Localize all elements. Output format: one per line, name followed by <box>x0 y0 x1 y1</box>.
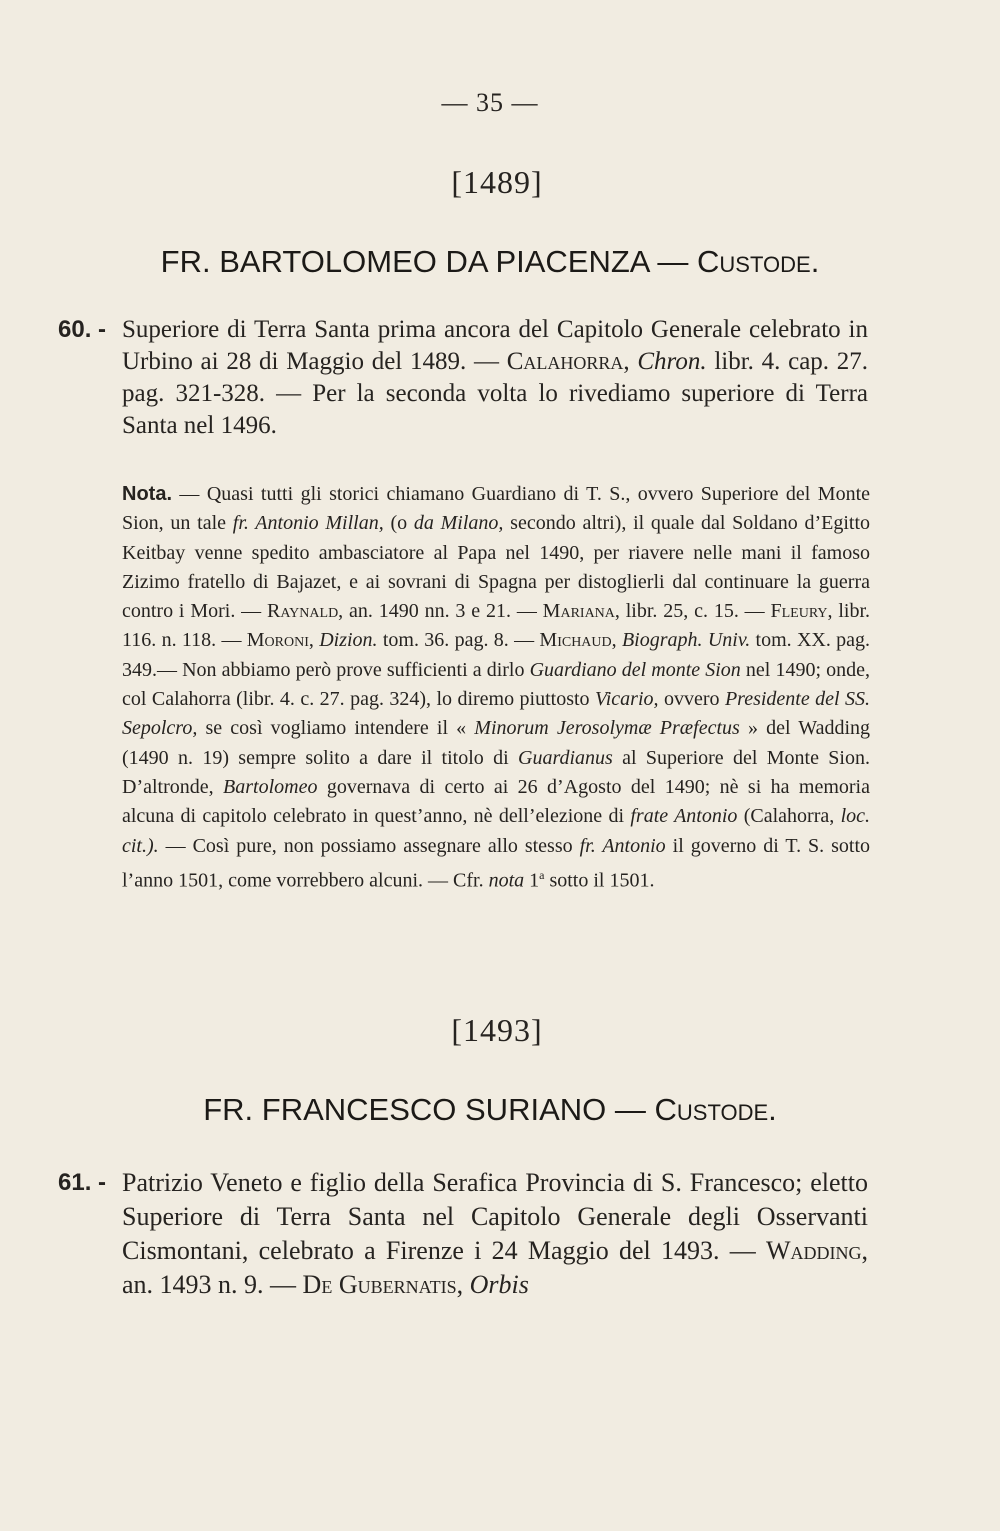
nota-text: secondo altri), il quale dal Soldano d’Egitto Keitbay venne spedito ambasciatore al Papa nel 1490, per riavere nelle mani il famoso Zizimo fratello di Bajazet, e ai sovrani di Spagna per distoglierli dal continuare la guerra contro i Mori. — <box>122 512 871 623</box>
heading-role: Custode. <box>654 1092 777 1127</box>
author-name: Calahorra <box>506 348 624 375</box>
nota-italic: Minorum Jerosolymæ Præfectus <box>474 717 740 740</box>
nota-italic: Bartolomeo <box>223 775 318 798</box>
nota-italic: Presidente del SS. Sepolcro, <box>122 688 871 740</box>
nota-text: governava di certo ai 26 d’Agosto del 1490; nè si ha memoria alcuna di capitolo celebrato in quest’anno, nè dell’elezione di <box>122 775 870 828</box>
author-name: Fleury, <box>770 600 833 623</box>
nota-text: nel 1490; onde, col Calahorra (libr. 4. c. 27. pag. 324), lo diremo piuttosto <box>122 658 870 711</box>
page-number: — 35 — <box>441 88 539 117</box>
nota-text: se così vogliamo intendere il « <box>205 717 467 740</box>
heading-prefix: FR. <box>160 244 211 279</box>
entry-text: , <box>456 1270 464 1299</box>
author-name: Michaud, <box>539 629 617 652</box>
nota-text: 1 <box>529 869 540 892</box>
section-year: [1489] <box>451 164 543 200</box>
nota-text: — Quasi tutti gli storici chiamano Guardiano di T. S., ovvero Superiore del Monte Sion, un tale <box>122 483 871 535</box>
nota-text: libr. 25, c. 15. — <box>625 600 765 623</box>
entry-text: Patrizio Veneto e figlio della Serafica Provincia di S. Francesco; eletto Superiore di Terra Santa nel Capitolo Generale degli Osservanti Cismontani, celebrato a Firenze i 24 Maggio del 1493. — <box>122 1168 868 1265</box>
entry-text: , <box>623 348 630 375</box>
heading-dash: — <box>614 1092 646 1127</box>
nota-text: al Superiore del Monte Sion. D’altronde, <box>122 746 870 798</box>
section-heading <box>0 244 980 280</box>
nota-text: tom. XX. pag. 349.— Non abbiamo però prove sufficienti a dirlo <box>122 629 871 681</box>
nota-italic: frate Antonio <box>630 805 738 828</box>
entry-60 <box>58 314 869 442</box>
nota-text: ovvero <box>663 688 720 711</box>
entry-number: 61. - <box>58 1169 107 1196</box>
nota-italic: Biograph. Univ. <box>621 629 751 652</box>
nota-italic: Guardianus <box>518 746 613 769</box>
nota-italic: Vicario, <box>595 688 659 711</box>
nota-italic: fr. Antonio <box>579 834 666 857</box>
entry-number: 60. - <box>58 316 107 343</box>
author-name: Mariana, <box>542 600 620 623</box>
section-year: [1493] <box>451 1012 543 1048</box>
nota-text: libr. 116. n. 118. — <box>122 600 871 652</box>
heading-name: FRANCESCO SURIANO <box>261 1092 607 1127</box>
nota-text: » del Wadding (1490 n. 19) sempre solito a dare il titolo di <box>122 717 870 769</box>
nota-label: Nota. <box>122 483 172 505</box>
section-heading <box>0 1092 980 1128</box>
entry-61 <box>58 1166 869 1302</box>
nota-italic: nota <box>488 869 525 892</box>
heading-dash: — <box>657 244 689 279</box>
author-name: Wadding <box>765 1236 862 1265</box>
work-title: Orbis <box>469 1270 529 1299</box>
nota-italic: Dizion. <box>319 629 378 652</box>
author-name: Moroni, <box>246 629 314 652</box>
footnote-nota <box>122 480 870 896</box>
nota-text: il governo di T. S. sotto l’anno 1501, come vorrebbero alcuni. — Cfr. <box>122 834 871 892</box>
heading-role: Custode. <box>697 244 820 279</box>
work-title: Chron. <box>637 348 707 375</box>
nota-text: — Così pure, non possiamo assegnare allo stesso <box>165 834 573 857</box>
nota-italic: Guardiano del monte Sion <box>529 658 741 681</box>
superscript: a <box>539 867 545 882</box>
nota-italic: loc. cit.). <box>122 805 871 857</box>
heading-name: BARTOLOMEO DA PIACENZA <box>219 244 649 279</box>
nota-text: (Calahorra, <box>743 805 835 828</box>
nota-text: an. 1490 nn. 3 e 21. — <box>349 600 537 623</box>
nota-text: sotto il 1501. <box>549 869 655 892</box>
nota-text: (o <box>390 512 408 535</box>
heading-prefix: FR. <box>203 1092 254 1127</box>
author-name: De Gubernatis <box>302 1270 457 1299</box>
entry-text: , an. 1493 n. 9. — <box>122 1236 869 1299</box>
author-name: Raynald, <box>267 600 344 623</box>
entry-text: libr. 4. cap. 27. pag. 321-328. — Per la seconda volta lo rivediamo superiore di Terra Santa nel 1496. <box>122 348 869 439</box>
nota-italic: fr. Antonio Millan, <box>232 512 384 535</box>
entry-text: Superiore di Terra Santa prima ancora del Capitolo Generale celebrato in Urbino ai 28 di Maggio del 1489. — <box>122 316 868 375</box>
nota-text: tom. 36. pag. 8. — <box>382 629 535 652</box>
nota-italic: da Milano, <box>413 512 504 535</box>
